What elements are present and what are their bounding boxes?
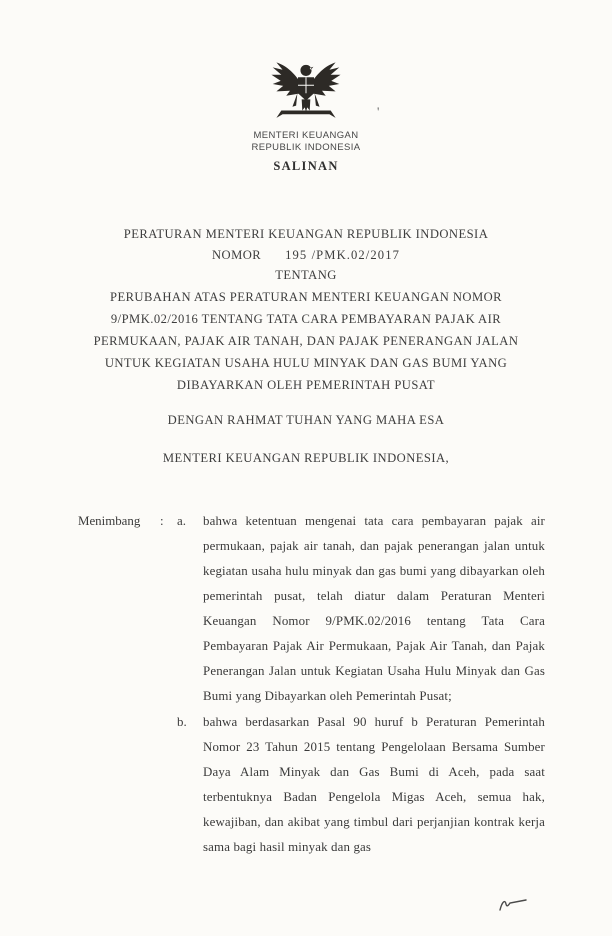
ministry-name-line1: MENTERI KEUANGAN	[253, 130, 359, 141]
nomor-value: 195 /PMK.02/2017	[285, 247, 400, 262]
ministry-name-line2: REPUBLIK INDONESIA	[251, 142, 361, 153]
tentang-label: TENTANG	[275, 268, 337, 282]
subject-line-4: UNTUK KEGIATAN USAHA HULU MINYAK DAN GAS BUMI YANG	[104, 355, 508, 370]
invocation-line: DENGAN RAHMAT TUHAN YANG MAHA ESA	[167, 412, 445, 427]
authority-line: MENTERI KEUANGAN REPUBLIK INDONESIA,	[162, 450, 450, 465]
regulation-number-line	[0, 245, 612, 266]
item-marker-a: a.	[177, 513, 186, 528]
scan-artifact: '	[377, 104, 380, 119]
nomor-label: NOMOR	[211, 247, 262, 262]
menimbang-label: Menimbang	[78, 513, 141, 528]
subject-line-1: PERUBAHAN ATAS PERATURAN MENTERI KEUANGAN NOMOR	[109, 289, 503, 304]
paraph-mark	[498, 896, 528, 914]
garuda-pancasila-emblem-icon	[269, 54, 343, 130]
letterhead	[0, 0, 612, 174]
consideration-row-b	[78, 710, 545, 860]
consideration-item-b: bahwa berdasarkan Pasal 90 huruf b Peraturan Pemerintah Nomor 23 Tahun 2015 tentang Pengelolaan Bersama Sumber Daya Alam Minyak dan Gas Bumi di Aceh, pada saat terbentuknya Badan Pengelola Migas Aceh, semua hak, kewajiban, dan akibat yang timbul dari perjanjian kontrak kerja sama bagi hasil minyak dan gas	[203, 714, 545, 854]
subject-line-5: DIBAYARKAN OLEH PEMERINTAH PUSAT	[176, 377, 436, 392]
menimbang-colon: :	[160, 513, 164, 528]
copy-label: SALINAN	[273, 159, 339, 173]
consideration-item-a: bahwa ketentuan mengenai tata cara pembayaran pajak air permukaan, pajak air tanah, dan pajak penerangan jalan untuk kegiatan usaha hulu minyak dan gas bumi yang dibayarkan oleh pemerintah pusat, telah diatur dalam Peraturan Menteri Keuangan Nomor 9/PMK.02/2016 tentang Tata Cara Pembayaran Pajak Air Permukaan, Pajak Air Tanah, dan Pajak Penerangan Jalan untuk Kegiatan Usaha Hulu Minyak dan Gas Bumi yang Dibayarkan oleh Pemerintah Pusat;	[203, 513, 545, 703]
item-marker-b: b.	[177, 714, 187, 729]
consideration-row-a	[78, 509, 545, 709]
regulation-title-line: PERATURAN MENTERI KEUANGAN REPUBLIK INDONESIA	[123, 227, 489, 241]
subject-line-2: 9/PMK.02/2016 TENTANG TATA CARA PEMBAYARAN PAJAK AIR	[110, 311, 502, 326]
subject-line-3: PERMUKAAN, PAJAK AIR TANAH, DAN PAJAK PENERANGAN JALAN	[93, 333, 519, 348]
considerations-section	[0, 509, 612, 860]
regulation-title-block	[0, 224, 612, 466]
